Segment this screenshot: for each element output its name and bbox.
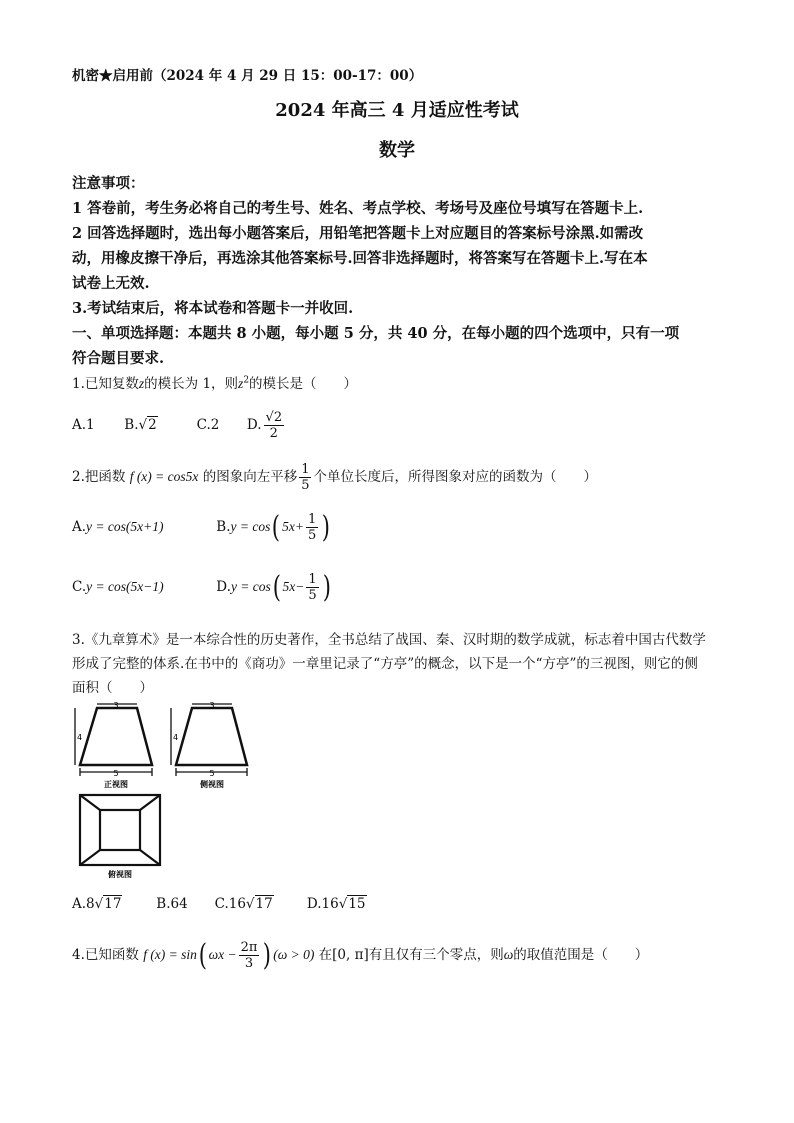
q1-option-c: C.2	[196, 417, 220, 433]
note-item-2-line-2: 动，用橡皮擦干净后，再选涂其他答案标号.回答非选择题时，将答案写在答题卡上.写在本	[72, 250, 648, 267]
question-1-options	[72, 410, 286, 441]
note-item-1: 1 答卷前，考生务必将自己的考生号、姓名、考点学校、考场号及座位号填写在答题卡上.	[72, 200, 644, 217]
exam-title: 2024 年高三 4 月适应性考试	[275, 100, 519, 121]
q3-option-c: C.16√17	[214, 896, 273, 912]
subject-title: 数学	[379, 140, 415, 161]
q1-option-d: D. $\frac{√2}{2}$	[246, 410, 283, 441]
front-view-label: 正视图	[104, 780, 128, 789]
side-view-label: 侧视图	[200, 780, 224, 789]
q3-option-b: B.64	[156, 896, 188, 912]
top-view-label: 俯视图	[108, 870, 132, 879]
q3-option-a: A.8√17	[72, 896, 122, 912]
question-3-line-2: 形成了完整的体系.在书中的《商功》一章里记录了“方亭”的概念，以下是一个“方亭”的三视图，则它的侧	[72, 656, 698, 672]
side-dim-top: 3	[209, 701, 215, 710]
front-dim-height: 4	[77, 733, 83, 742]
question-3-line-1: 3.《九章算术》是一本综合性的历史著作，全书总结了战国、秦、汉时期的数学成就，标志着中国古代数学	[72, 632, 706, 648]
q2-option-b: B.y = cos( 5x+ $\frac{1}{5}$ )	[216, 509, 331, 545]
top-view	[80, 795, 160, 865]
front-view	[75, 704, 152, 776]
section-heading-line-1: 一、单项选择题：本题共 8 小题，每小题 5 分，共 40 分，在每小题的四个选项中，只有一项	[72, 325, 680, 342]
question-2-stem: 2.把函数 f (x) = cos5x 的图象向左平移 $\frac{1}{5}$ 个单位长度后，所得图象对应的函数为（ ）	[72, 462, 597, 493]
question-2-options-row-2	[72, 569, 332, 605]
question-4-stem: 4.已知函数 f (x) = sin( ωx − $\frac{2\pi}{3}$ ) (ω > 0) 在[0, π]有且仅有三个零点，则ω的取值范围是（ ）	[72, 937, 649, 973]
side-dim-bottom: 5	[209, 769, 215, 778]
q1-option-a: A.1	[72, 417, 95, 433]
q2-option-d: D.y = cos( 5x− $\frac{1}{5}$ )	[216, 569, 331, 605]
section-heading-line-2: 符合题目要求.	[72, 350, 165, 367]
q2-option-a: A.y = cos(5x+1)	[72, 519, 164, 535]
q2-option-c: C.y = cos(5x−1)	[72, 579, 164, 595]
question-3-options	[72, 896, 367, 912]
note-item-2-line-3: 试卷上无效.	[72, 275, 150, 292]
confidential-note: 机密★启用前（2024 年 4 月 29 日 15：00-17：00）	[72, 68, 423, 84]
note-item-2-line-1: 2 回答选择题时，选出每小题答案后，用铅笔把答题卡上对应题目的答案标号涂黑.如需改	[72, 225, 644, 242]
front-dim-bottom: 5	[113, 769, 119, 778]
front-dim-top: 3	[113, 701, 119, 710]
q1-option-b: B.√2	[124, 417, 157, 433]
question-2-options-row-1	[72, 509, 332, 545]
note-item-3: 3.考试结束后，将本试卷和答题卡一并收回.	[72, 300, 354, 317]
side-view	[171, 704, 247, 776]
question-3-line-3: 面积（ ）	[72, 680, 153, 696]
question-1-stem: 1.已知复数z的模长为 1，则$z^2$的模长是（ ）	[72, 375, 358, 392]
three-view-figure	[72, 700, 272, 890]
side-dim-height: 4	[173, 733, 179, 742]
q3-option-d: D.16√15	[306, 896, 366, 912]
notes-heading: 注意事项：	[72, 175, 145, 192]
